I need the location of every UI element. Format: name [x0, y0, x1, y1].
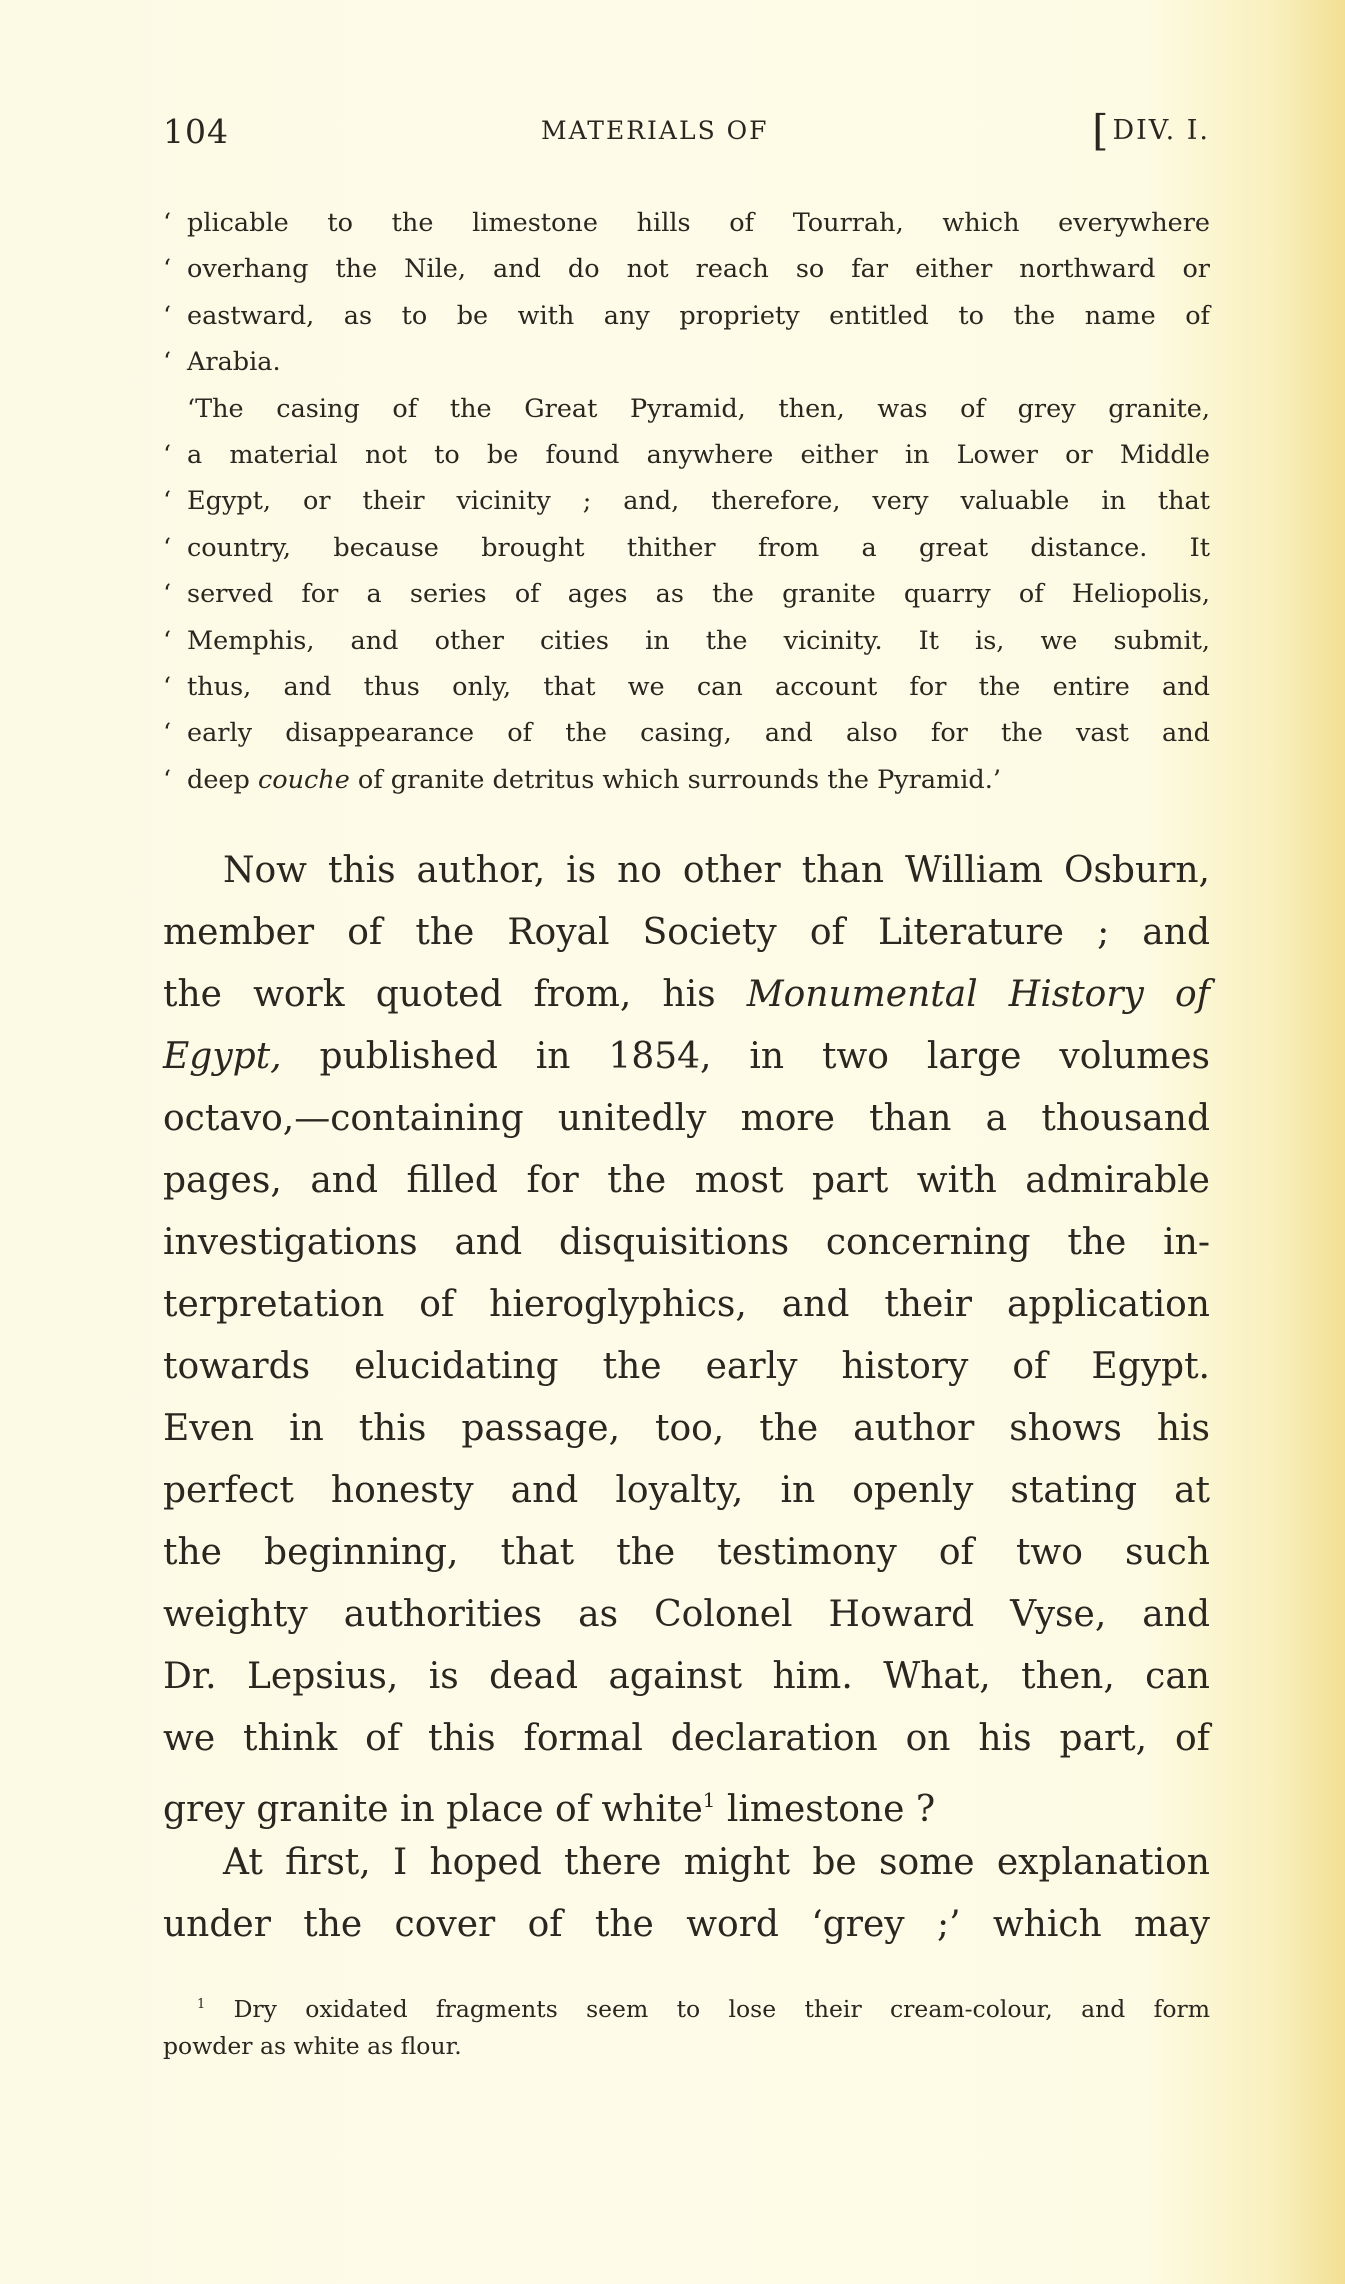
body-line: weighty authorities as Colonel Howard Vyse, and — [163, 1594, 1210, 1635]
body-line: grey granite in place of white$^1$ limestone ? — [163, 1788, 936, 1830]
footnote-line: $^1$ Dry oxidated fragments seem to lose their cream-colour, and form — [197, 1995, 1210, 2024]
division-label — [1092, 106, 1210, 155]
italic-term: couche — [257, 764, 350, 795]
body-line: investigations and disquisitions concerning the in- — [163, 1222, 1210, 1263]
block-quote — [163, 200, 1210, 803]
body-line: perfect honesty and loyalty, in openly stating at — [163, 1470, 1210, 1511]
quote-line: ‘ a material not to be found anywhere either in Lower or Middle — [163, 439, 1210, 470]
footnote-reference[interactable]: 1 — [702, 1789, 716, 1812]
quote-line: ‘ Egypt, or their vicinity ; and, therefore, very valuable in that — [163, 486, 1210, 517]
quote-line: ‘ deep couche of granite detritus which surrounds the Pyramid.’ — [163, 764, 1001, 795]
body-line: the beginning, that the testimony of two such — [163, 1532, 1210, 1573]
body-line: towards elucidating the early history of Egypt. — [163, 1346, 1210, 1387]
footnote — [163, 1986, 1210, 2065]
running-head — [163, 108, 1210, 156]
quote-line: ‘ plicable to the limestone hills of Tourrah, which everywhere — [163, 208, 1210, 238]
quote-line: ‘ served for a series of ages as the granite quarry of Heliopolis, — [163, 579, 1210, 610]
body-line: the work quoted from, his Monumental History of — [163, 974, 1210, 1015]
division-text: DIV. I. — [1112, 115, 1210, 146]
body-line: terpretation of hieroglyphics, and their application — [163, 1284, 1210, 1325]
quote-line: ‘ eastward, as to be with any propriety entitled to the name of — [163, 300, 1210, 331]
footnote-line: powder as white as flour. — [163, 2032, 462, 2061]
body-line: At first, I hoped there might be some explanation — [223, 1842, 1210, 1883]
running-title: MATERIALS OF — [541, 116, 769, 145]
quote-line: ‘ overhang the Nile, and do not reach so far either northward or — [163, 254, 1210, 285]
bracket-glyph: [ — [1092, 106, 1111, 155]
quote-line: ‘ Memphis, and other cities in the vicinity. It is, we submit, — [163, 625, 1210, 656]
quote-line: ‘ country, because brought thither from a great distance. It — [163, 532, 1210, 563]
body-line: Dr. Lepsius, is dead against him. What, then, can — [163, 1656, 1210, 1697]
book-title-italic: Monumental History of — [746, 974, 1210, 1015]
quote-line: ‘ early disappearance of the casing, and also for the vast and — [163, 718, 1210, 749]
body-line: under the cover of the word ‘grey ;’ which may — [163, 1904, 1210, 1945]
body-line: we think of this formal declaration on his part, of — [163, 1718, 1210, 1759]
quote-line: ‘The casing of the Great Pyramid, then, was of grey granite, — [187, 393, 1210, 424]
body-line: Egypt, published in 1854, in two large volumes — [163, 1036, 1210, 1077]
body-line: octavo,—containing unitedly more than a thousand — [163, 1098, 1210, 1139]
body-line: pages, and filled for the most part with admirable — [163, 1160, 1210, 1201]
body-line: Now this author, is no other than William Osburn, — [223, 850, 1210, 891]
body-text — [163, 840, 1210, 1956]
footnote-marker: 1 — [197, 1997, 206, 2012]
body-line: Even in this passage, too, the author shows his — [163, 1408, 1210, 1449]
body-line: member of the Royal Society of Literature ; and — [163, 912, 1210, 953]
quote-line: ‘ Arabia. — [163, 347, 281, 378]
quote-line: ‘ thus, and thus only, that we can account for the entire and — [163, 671, 1210, 702]
book-title-italic: Egypt, — [163, 1036, 282, 1077]
page-number: 104 — [163, 112, 229, 151]
